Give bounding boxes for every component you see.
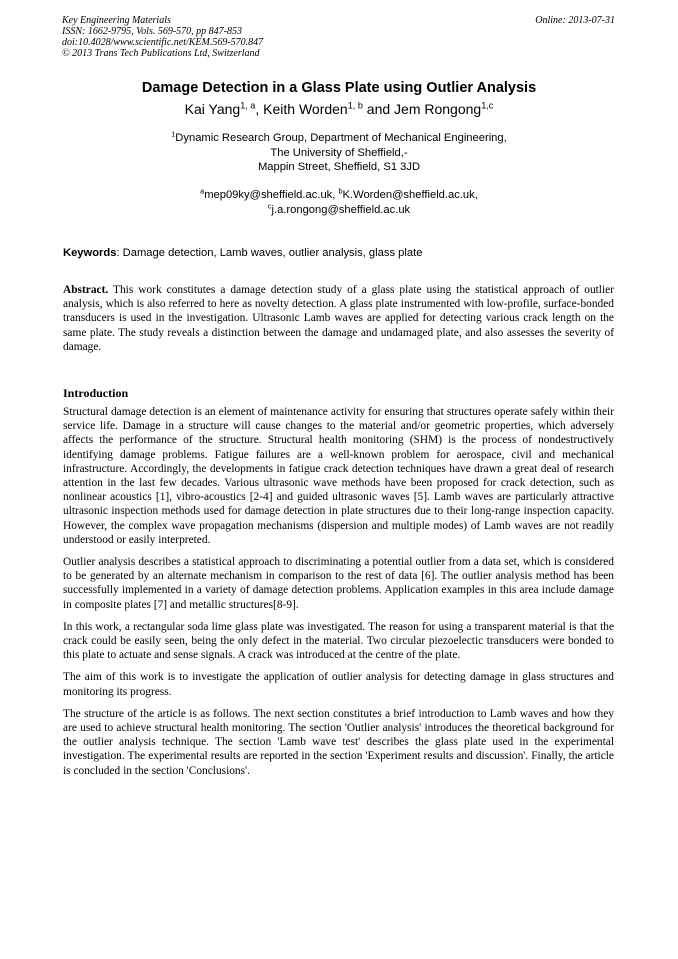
online-date: Online: 2013-07-31: [535, 15, 615, 26]
copyright-line: © 2013 Trans Tech Publications Ltd, Switzerland: [62, 48, 260, 59]
paragraph: The structure of the article is as follows. The next section constitutes a brief introduction to Lamb waves and how they are used to achieve structural health monitoring. The section 'Outlier analysis' introduces the theoretical background for the outlier analysis technique. The section 'Lamb wave test' describes the glass plate used in the experimental investigation. The experimental results are reported in the section 'Experiment results and discussion'. Finally, the article is concluded in the section 'Conclusions'.: [63, 707, 614, 777]
author-emails: [0, 188, 678, 218]
journal-name: Key Engineering Materials: [62, 15, 171, 26]
journal-header: [62, 15, 618, 59]
paragraph: The aim of this work is to investigate the application of outlier analysis for detecting damage in glass structures and monitoring its progress.: [63, 671, 614, 698]
abstract-label: Abstract.: [63, 284, 109, 296]
author-name: Jem Rongong: [394, 101, 482, 117]
author-name: Kai Yang: [184, 101, 241, 117]
paper-title: Damage Detection in a Glass Plate using Outlier Analysis: [141, 80, 537, 96]
affiliation-line: Dynamic Research Group, Department of Mechanical Engineering,: [175, 132, 507, 144]
email-superscript: c: [267, 201, 272, 211]
introduction-body: [63, 405, 614, 786]
affiliation-line: Mappin Street, Sheffield, S1 3JD: [257, 161, 421, 173]
affiliation-line: The University of Sheffield,-: [270, 146, 408, 159]
keywords: [63, 247, 615, 259]
author-separator: and: [362, 101, 395, 117]
doi-line: doi:10.4028/www.scientific.net/KEM.569-570.847: [62, 37, 264, 48]
author-name: Keith Worden: [263, 101, 348, 117]
paragraph: Outlier analysis describes a statistical approach to discriminating a potential outlier from a data set, which is considered to be generated by an alternate mechanism in comparison to the rest of data [6]. The outlier analysis method has been successfully implemented in a variety of damage detection problems. Application examples in this area include damage in composite plates [7] and metallic structures[8-9].: [63, 556, 614, 611]
paragraph: In this work, a rectangular soda lime glass plate was investigated. The reason for using a transparent material is that the crack could be easily seen, being the only defect in the material. Two circular piezoelectic transducers were bonded to this plate to actuate and sense signals. A crack was introduced at the centre of the plate.: [63, 620, 614, 662]
abstract-text: This work constitutes a damage detection study of a glass plate using the statistical approach of outlier analysis, which is also referred to here as novelty detection. A glass plate instrumented with low-profile, surface-bonded transducers is used in the investigation. Ultrasonic Lamb waves are applied for detecting various crack length on the same plate. The study reveals a distinction between the damage and undamaged plate, and also assesses the severity of damage.: [63, 284, 614, 353]
section-heading-introduction: Introduction: [63, 386, 129, 400]
email-address: j.a.rongong@sheffield.ac.uk: [271, 204, 411, 216]
author-separator: ,: [255, 101, 264, 117]
author-list: [0, 101, 678, 117]
email-superscript: a: [200, 186, 205, 196]
author-superscript: 1, b: [347, 100, 363, 111]
email-address: mep09ky@sheffield.ac.uk,: [204, 189, 339, 201]
abstract: [63, 283, 614, 354]
email-superscript: b: [338, 186, 343, 196]
keywords-label: Keywords: [63, 247, 117, 259]
issn-line: ISSN: 1662-9795, Vols. 569-570, pp 847-853: [62, 26, 242, 37]
author-superscript: 1,c: [481, 100, 494, 111]
author-superscript: 1, a: [240, 100, 256, 111]
keywords-text: : Damage detection, Lamb waves, outlier analysis, glass plate: [116, 247, 423, 259]
paragraph: Structural damage detection is an element of maintenance activity for ensuring that structures operate safely within their service life. Damage in a structure will cause changes to the material and/or geometric properties, which adversely affects the performance of the structure. Structural health monitoring (SHM) is the process of nondestructively identifying damage problems. Fatigue failures are a well-known problem for aerospace, civil and mechanical infrastructure. Accordingly, the developments in fatigue crack detection techniques have drawn a great deal of research attention in the last few decades. Various ultrasonic wave methods have been proposed for crack detection, such as nonlinear acoustics [1], vibro-acoustics [2-4] and guided ultrasonic waves [5]. Lamb waves are particularly attractive ultrasonic inspection methods used for damage detection in plate structures due to their long-range inspection capacity. However, the complex wave propagation mechanisms (dispersion and multiple modes) of Lamb waves are not readily understood or easily interpreted.: [63, 406, 614, 546]
affiliation-superscript: 1: [171, 129, 176, 139]
email-address: K.Worden@sheffield.ac.uk,: [342, 189, 478, 201]
affiliation: [0, 131, 678, 175]
